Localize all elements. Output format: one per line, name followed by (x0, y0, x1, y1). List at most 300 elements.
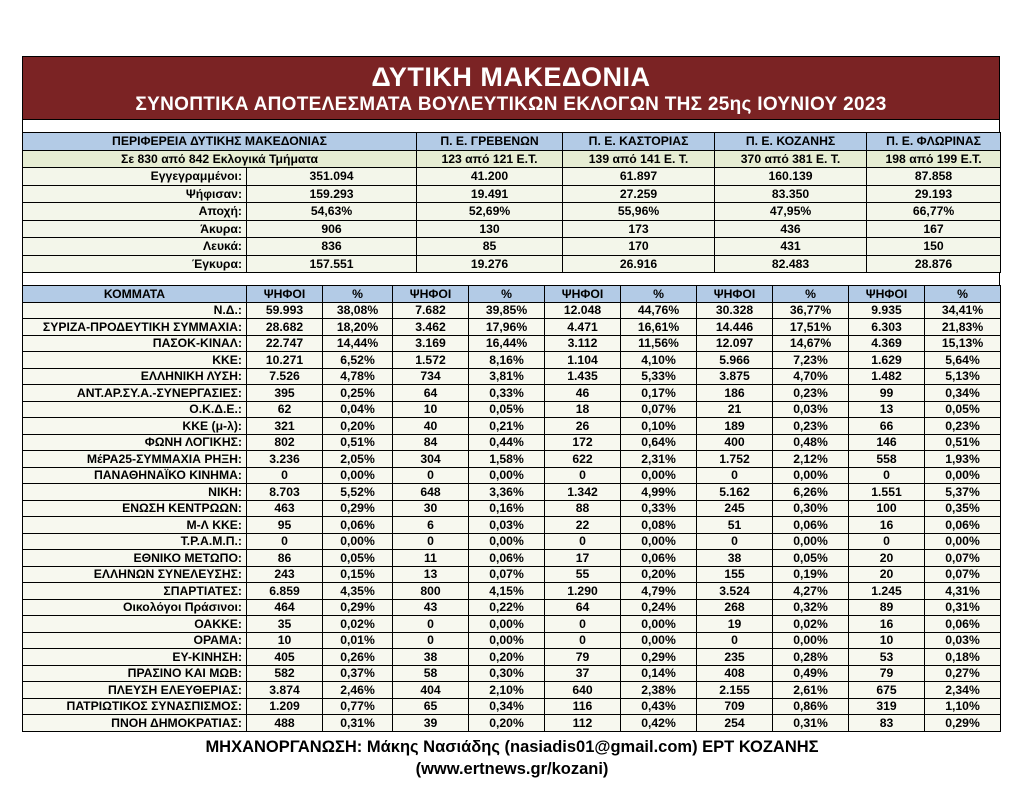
percent-cell: 6,26% (773, 484, 849, 501)
percent-cell: 0,05% (773, 550, 849, 567)
votes-cell: 558 (849, 451, 925, 468)
party-row (23, 698, 1001, 715)
party-name: ΠΑΣΟΚ-ΚΙΝΑΛ: (23, 335, 247, 352)
summary-label: Άκυρα: (23, 220, 247, 238)
sections-count: 370 από 381 Ε. Τ. (715, 150, 867, 168)
page-subtitle: ΣΥΝΟΠΤΙΚΑ ΑΠΟΤΕΛΕΣΜΑΤΑ ΒΟΥΛΕΥΤΙΚΩΝ ΕΚΛΟΓΩΝ ΤΗΣ 25ης ΙΟΥΝΙΟΥ 2023 (135, 94, 887, 115)
summary-value: 47,95% (715, 203, 867, 221)
party-name: ΕΘΝΙΚΟ ΜΕΤΩΠΟ: (23, 550, 247, 567)
votes-cell: 648 (393, 484, 469, 501)
votes-cell: 86 (247, 550, 323, 567)
votes-cell: 0 (393, 616, 469, 633)
party-row (23, 682, 1001, 699)
votes-cell: 51 (697, 517, 773, 534)
summary-value: 906 (247, 220, 417, 238)
percent-cell: 5,37% (925, 484, 1001, 501)
votes-cell: 675 (849, 682, 925, 699)
party-row (23, 467, 1001, 484)
percent-cell: 36,77% (773, 302, 849, 319)
percent-cell: 2,10% (469, 682, 545, 699)
votes-cell: 17 (545, 550, 621, 567)
votes-cell: 6 (393, 517, 469, 534)
party-row (23, 583, 1001, 600)
votes-cell: 0 (393, 533, 469, 550)
results-sheet (22, 56, 1000, 732)
percent-cell: 0,20% (323, 418, 393, 435)
percent-cell: 2,46% (323, 682, 393, 699)
summary-value: 26.916 (563, 255, 715, 273)
percent-cell: 0,06% (925, 616, 1001, 633)
votes-cell: 304 (393, 451, 469, 468)
party-row (23, 451, 1001, 468)
votes-column-header: ΨΗΦΟΙ (849, 286, 925, 303)
votes-cell: 88 (545, 500, 621, 517)
summary-label: Λευκά: (23, 238, 247, 256)
votes-cell: 112 (545, 715, 621, 732)
votes-cell: 66 (849, 418, 925, 435)
percent-cell: 0,00% (469, 632, 545, 649)
percent-cell: 0,00% (773, 467, 849, 484)
summary-value: 436 (715, 220, 867, 238)
percent-cell: 0,29% (621, 649, 697, 666)
percent-cell: 0,30% (773, 500, 849, 517)
votes-cell: 254 (697, 715, 773, 732)
party-row (23, 715, 1001, 732)
region-header: Π. Ε. ΦΛΩΡΙΝΑΣ (867, 133, 1001, 151)
percent-cell: 0,07% (925, 550, 1001, 567)
votes-cell: 1.435 (545, 368, 621, 385)
summary-header-row (23, 133, 1001, 151)
votes-cell: 65 (393, 698, 469, 715)
party-row (23, 500, 1001, 517)
votes-cell: 38 (697, 550, 773, 567)
summary-value: 19.491 (417, 185, 563, 203)
votes-cell: 0 (545, 616, 621, 633)
party-name: ΠΡΑΣΙΝΟ ΚΑΙ ΜΩΒ: (23, 665, 247, 682)
votes-cell: 10.271 (247, 352, 323, 369)
percent-cell: 0,00% (469, 616, 545, 633)
party-name: ΝΙΚΗ: (23, 484, 247, 501)
votes-cell: 4.471 (545, 319, 621, 336)
votes-cell: 7.682 (393, 302, 469, 319)
percent-cell: 0,33% (469, 385, 545, 402)
percent-cell: 0,23% (773, 385, 849, 402)
percent-column-header: % (925, 286, 1001, 303)
votes-cell: 1.290 (545, 583, 621, 600)
party-name: ΠΝΟΗ ΔΗΜΟΚΡΑΤΙΑΣ: (23, 715, 247, 732)
votes-cell: 488 (247, 715, 323, 732)
votes-cell: 235 (697, 649, 773, 666)
percent-cell: 0,18% (925, 649, 1001, 666)
votes-cell: 21 (697, 401, 773, 418)
percent-cell: 0,05% (925, 401, 1001, 418)
percent-cell: 0,06% (323, 517, 393, 534)
votes-cell: 9.935 (849, 302, 925, 319)
votes-cell: 11 (393, 550, 469, 567)
votes-column-header: ΨΗΦΟΙ (393, 286, 469, 303)
party-row (23, 665, 1001, 682)
votes-cell: 16 (849, 517, 925, 534)
percent-cell: 0,64% (621, 434, 697, 451)
percent-cell: 0,30% (469, 665, 545, 682)
votes-cell: 1.342 (545, 484, 621, 501)
percent-cell: 0,77% (323, 698, 393, 715)
summary-value: 61.897 (563, 168, 715, 186)
votes-cell: 0 (849, 467, 925, 484)
votes-cell: 99 (849, 385, 925, 402)
summary-value: 87.858 (867, 168, 1001, 186)
percent-cell: 0,29% (925, 715, 1001, 732)
percent-cell: 4,10% (621, 352, 697, 369)
percent-cell: 0,42% (621, 715, 697, 732)
votes-cell: 64 (393, 385, 469, 402)
summary-row (23, 168, 1001, 186)
percent-cell: 0,29% (323, 500, 393, 517)
votes-cell: 18 (545, 401, 621, 418)
percent-cell: 44,76% (621, 302, 697, 319)
votes-cell: 20 (849, 566, 925, 583)
summary-sections-row (23, 150, 1001, 168)
votes-cell: 243 (247, 566, 323, 583)
percent-column-header: % (773, 286, 849, 303)
percent-column-header: % (469, 286, 545, 303)
party-name: ΕΛΛΗΝΩΝ ΣΥΝΕΛΕΥΣΗΣ: (23, 566, 247, 583)
votes-cell: 2.155 (697, 682, 773, 699)
party-name: Ο.Κ.Δ.Ε.: (23, 401, 247, 418)
percent-cell: 11,56% (621, 335, 697, 352)
party-results-table (22, 285, 1001, 732)
percent-cell: 5,13% (925, 368, 1001, 385)
votes-cell: 30.328 (697, 302, 773, 319)
percent-cell: 0,33% (621, 500, 697, 517)
percent-cell: 0,51% (323, 434, 393, 451)
party-name: Μ-Λ ΚΚΕ: (23, 517, 247, 534)
percent-cell: 14,67% (773, 335, 849, 352)
votes-cell: 55 (545, 566, 621, 583)
percent-cell: 0,14% (621, 665, 697, 682)
votes-cell: 802 (247, 434, 323, 451)
percent-cell: 0,00% (925, 533, 1001, 550)
summary-value: 431 (715, 238, 867, 256)
votes-cell: 0 (849, 533, 925, 550)
votes-cell: 172 (545, 434, 621, 451)
votes-cell: 5.162 (697, 484, 773, 501)
percent-cell: 0,15% (323, 566, 393, 583)
votes-cell: 0 (393, 467, 469, 484)
party-row (23, 368, 1001, 385)
party-row (23, 302, 1001, 319)
summary-label: Αποχή: (23, 203, 247, 221)
party-row (23, 533, 1001, 550)
party-name: ΣΠΑΡΤΙΑΤΕΣ: (23, 583, 247, 600)
percent-cell: 0,00% (925, 467, 1001, 484)
votes-cell: 395 (247, 385, 323, 402)
percent-cell: 18,20% (323, 319, 393, 336)
votes-cell: 10 (849, 632, 925, 649)
percent-cell: 5,52% (323, 484, 393, 501)
sections-count: 123 από 121 Ε.Τ. (417, 150, 563, 168)
party-row (23, 401, 1001, 418)
party-name: Τ.Ρ.Α.Μ.Π.: (23, 533, 247, 550)
percent-cell: 2,34% (925, 682, 1001, 699)
party-name: ΚΚΕ (μ-λ): (23, 418, 247, 435)
summary-value: 41.200 (417, 168, 563, 186)
party-name: ΕΥ-ΚΙΝΗΣΗ: (23, 649, 247, 666)
summary-value: 82.483 (715, 255, 867, 273)
party-row (23, 550, 1001, 567)
summary-value: 160.139 (715, 168, 867, 186)
party-name: ΣΥΡΙΖΑ-ΠΡΟΔΕΥΤΙΚΗ ΣΥΜΜΑΧΙΑ: (23, 319, 247, 336)
summary-value: 55,96% (563, 203, 715, 221)
percent-cell: 16,44% (469, 335, 545, 352)
summary-row (23, 255, 1001, 273)
votes-cell: 189 (697, 418, 773, 435)
percent-cell: 2,05% (323, 451, 393, 468)
votes-cell: 84 (393, 434, 469, 451)
votes-column-header: ΨΗΦΟΙ (545, 286, 621, 303)
percent-cell: 0,03% (773, 401, 849, 418)
region-header: Π. Ε. ΚΟΖΑΝΗΣ (715, 133, 867, 151)
percent-cell: 0,03% (469, 517, 545, 534)
votes-cell: 14.446 (697, 319, 773, 336)
percent-cell: 0,22% (469, 599, 545, 616)
percent-cell: 0,34% (469, 698, 545, 715)
votes-cell: 28.682 (247, 319, 323, 336)
percent-cell: 0,03% (925, 632, 1001, 649)
percent-cell: 0,26% (323, 649, 393, 666)
percent-cell: 0,06% (925, 517, 1001, 534)
votes-cell: 1.104 (545, 352, 621, 369)
party-name: ΠΛΕΥΣΗ ΕΛΕΥΘΕΡΙΑΣ: (23, 682, 247, 699)
votes-cell: 22.747 (247, 335, 323, 352)
percent-cell: 0,17% (621, 385, 697, 402)
votes-cell: 12.097 (697, 335, 773, 352)
summary-value: 19.276 (417, 255, 563, 273)
votes-cell: 1.482 (849, 368, 925, 385)
votes-cell: 1.551 (849, 484, 925, 501)
footer-website: (www.ertnews.gr/kozani) (415, 760, 609, 778)
summary-value: 29.193 (867, 185, 1001, 203)
party-row (23, 418, 1001, 435)
party-name: ΚΚΕ: (23, 352, 247, 369)
votes-column-header: ΨΗΦΟΙ (247, 286, 323, 303)
percent-cell: 0,31% (773, 715, 849, 732)
votes-cell: 463 (247, 500, 323, 517)
sections-count: Σε 830 από 842 Εκλογικά Τμήματα (23, 150, 417, 168)
votes-cell: 43 (393, 599, 469, 616)
party-row (23, 649, 1001, 666)
votes-cell: 20 (849, 550, 925, 567)
votes-cell: 16 (849, 616, 925, 633)
percent-cell: 0,00% (773, 632, 849, 649)
percent-cell: 0,20% (469, 649, 545, 666)
votes-cell: 7.526 (247, 368, 323, 385)
percent-cell: 3,81% (469, 368, 545, 385)
votes-cell: 6.859 (247, 583, 323, 600)
party-name: ΕΛΛΗΝΙΚΗ ΛΥΣΗ: (23, 368, 247, 385)
percent-cell: 0,29% (323, 599, 393, 616)
summary-value: 52,69% (417, 203, 563, 221)
summary-value: 27.259 (563, 185, 715, 203)
votes-cell: 89 (849, 599, 925, 616)
percent-cell: 1,93% (925, 451, 1001, 468)
votes-cell: 709 (697, 698, 773, 715)
percent-cell: 4,35% (323, 583, 393, 600)
votes-cell: 116 (545, 698, 621, 715)
percent-cell: 0,48% (773, 434, 849, 451)
percent-cell: 0,20% (621, 566, 697, 583)
votes-cell: 62 (247, 401, 323, 418)
votes-cell: 3.524 (697, 583, 773, 600)
percent-cell: 15,13% (925, 335, 1001, 352)
summary-value: 836 (247, 238, 417, 256)
party-name: ΕΝΩΣΗ ΚΕΝΤΡΩΩΝ: (23, 500, 247, 517)
sections-count: 198 από 199 Ε.Τ. (867, 150, 1001, 168)
percent-cell: 4,70% (773, 368, 849, 385)
votes-cell: 100 (849, 500, 925, 517)
percent-cell: 0,34% (925, 385, 1001, 402)
party-name: ΠΑΝΑΘΗΝΑΪΚΟ ΚΙΝΗΜΑ: (23, 467, 247, 484)
votes-cell: 3.112 (545, 335, 621, 352)
percent-cell: 16,61% (621, 319, 697, 336)
party-name: ΠΑΤΡΙΩΤΙΚΟΣ ΣΥΝΑΣΠΙΣΜΟΣ: (23, 698, 247, 715)
percent-cell: 0,00% (469, 533, 545, 550)
percent-cell: 0,24% (621, 599, 697, 616)
party-row (23, 352, 1001, 369)
percent-cell: 0,00% (621, 467, 697, 484)
percent-cell: 0,02% (773, 616, 849, 633)
votes-cell: 3.236 (247, 451, 323, 468)
percent-cell: 17,51% (773, 319, 849, 336)
votes-cell: 0 (247, 533, 323, 550)
votes-cell: 59.993 (247, 302, 323, 319)
footer-credit: ΜΗΧΑΝΟΡΓΑΝΩΣΗ: Μάκης Νασιάδης (nasiadis01@gmail.com) ΕΡΤ ΚΟΖΑΝΗΣ (205, 738, 819, 756)
party-name: Ν.Δ.: (23, 302, 247, 319)
percent-cell: 0,16% (469, 500, 545, 517)
votes-cell: 0 (393, 632, 469, 649)
spacer (22, 120, 1000, 132)
percent-cell: 38,08% (323, 302, 393, 319)
votes-cell: 79 (545, 649, 621, 666)
percent-cell: 5,64% (925, 352, 1001, 369)
percent-cell: 4,27% (773, 583, 849, 600)
votes-cell: 400 (697, 434, 773, 451)
votes-cell: 8.703 (247, 484, 323, 501)
region-header: Π. Ε. ΚΑΣΤΟΡΙΑΣ (563, 133, 715, 151)
summary-value: 167 (867, 220, 1001, 238)
votes-cell: 268 (697, 599, 773, 616)
party-row (23, 434, 1001, 451)
votes-cell: 146 (849, 434, 925, 451)
percent-cell: 0,44% (469, 434, 545, 451)
percent-cell: 0,04% (323, 401, 393, 418)
percent-cell: 0,07% (621, 401, 697, 418)
percent-cell: 39,85% (469, 302, 545, 319)
votes-cell: 26 (545, 418, 621, 435)
percent-cell: 0,51% (925, 434, 1001, 451)
votes-cell: 6.303 (849, 319, 925, 336)
summary-value: 173 (563, 220, 715, 238)
summary-value: 159.293 (247, 185, 417, 203)
sections-count: 139 από 141 Ε. Τ. (563, 150, 715, 168)
votes-cell: 3.874 (247, 682, 323, 699)
party-row (23, 599, 1001, 616)
summary-value: 85 (417, 238, 563, 256)
summary-label: Εγγεγραμμένοι: (23, 168, 247, 186)
votes-cell: 0 (545, 533, 621, 550)
party-name: ΦΩΝΗ ΛΟΓΙΚΗΣ: (23, 434, 247, 451)
percent-cell: 0,19% (773, 566, 849, 583)
percent-cell: 0,00% (621, 533, 697, 550)
votes-cell: 404 (393, 682, 469, 699)
percent-cell: 0,06% (773, 517, 849, 534)
summary-value: 170 (563, 238, 715, 256)
party-row (23, 484, 1001, 501)
percent-cell: 0,43% (621, 698, 697, 715)
percent-cell: 21,83% (925, 319, 1001, 336)
percent-cell: 0,00% (323, 467, 393, 484)
votes-cell: 321 (247, 418, 323, 435)
percent-cell: 0,37% (323, 665, 393, 682)
percent-cell: 0,06% (469, 550, 545, 567)
votes-cell: 408 (697, 665, 773, 682)
summary-value: 28.876 (867, 255, 1001, 273)
votes-cell: 622 (545, 451, 621, 468)
percent-cell: 4,79% (621, 583, 697, 600)
party-name: ΟΡΑΜΑ: (23, 632, 247, 649)
votes-cell: 10 (247, 632, 323, 649)
votes-cell: 245 (697, 500, 773, 517)
votes-cell: 13 (849, 401, 925, 418)
votes-cell: 319 (849, 698, 925, 715)
party-column-header: ΚΟΜΜΑΤΑ (23, 286, 247, 303)
percent-cell: 1,58% (469, 451, 545, 468)
summary-row (23, 238, 1001, 256)
percent-cell: 0,49% (773, 665, 849, 682)
votes-cell: 79 (849, 665, 925, 682)
votes-cell: 0 (697, 467, 773, 484)
percent-cell: 2,31% (621, 451, 697, 468)
percent-cell: 0,00% (621, 616, 697, 633)
party-row (23, 319, 1001, 336)
percent-cell: 4,78% (323, 368, 393, 385)
party-row (23, 616, 1001, 633)
votes-cell: 12.048 (545, 302, 621, 319)
percent-cell: 1,10% (925, 698, 1001, 715)
votes-cell: 1.245 (849, 583, 925, 600)
percent-cell: 5,33% (621, 368, 697, 385)
results-header-row (23, 286, 1001, 303)
summary-value: 83.350 (715, 185, 867, 203)
votes-cell: 10 (393, 401, 469, 418)
percent-cell: 0,00% (773, 533, 849, 550)
percent-cell: 17,96% (469, 319, 545, 336)
percent-cell: 0,08% (621, 517, 697, 534)
votes-cell: 22 (545, 517, 621, 534)
percent-cell: 0,01% (323, 632, 393, 649)
votes-cell: 405 (247, 649, 323, 666)
percent-cell: 4,15% (469, 583, 545, 600)
summary-value: 150 (867, 238, 1001, 256)
party-row (23, 632, 1001, 649)
votes-cell: 53 (849, 649, 925, 666)
party-row (23, 566, 1001, 583)
votes-cell: 1.572 (393, 352, 469, 369)
region-header: Π. Ε. ΓΡΕΒΕΝΩΝ (417, 133, 563, 151)
summary-label: Έγκυρα: (23, 255, 247, 273)
percent-cell: 3,36% (469, 484, 545, 501)
summary-value: 54,63% (247, 203, 417, 221)
